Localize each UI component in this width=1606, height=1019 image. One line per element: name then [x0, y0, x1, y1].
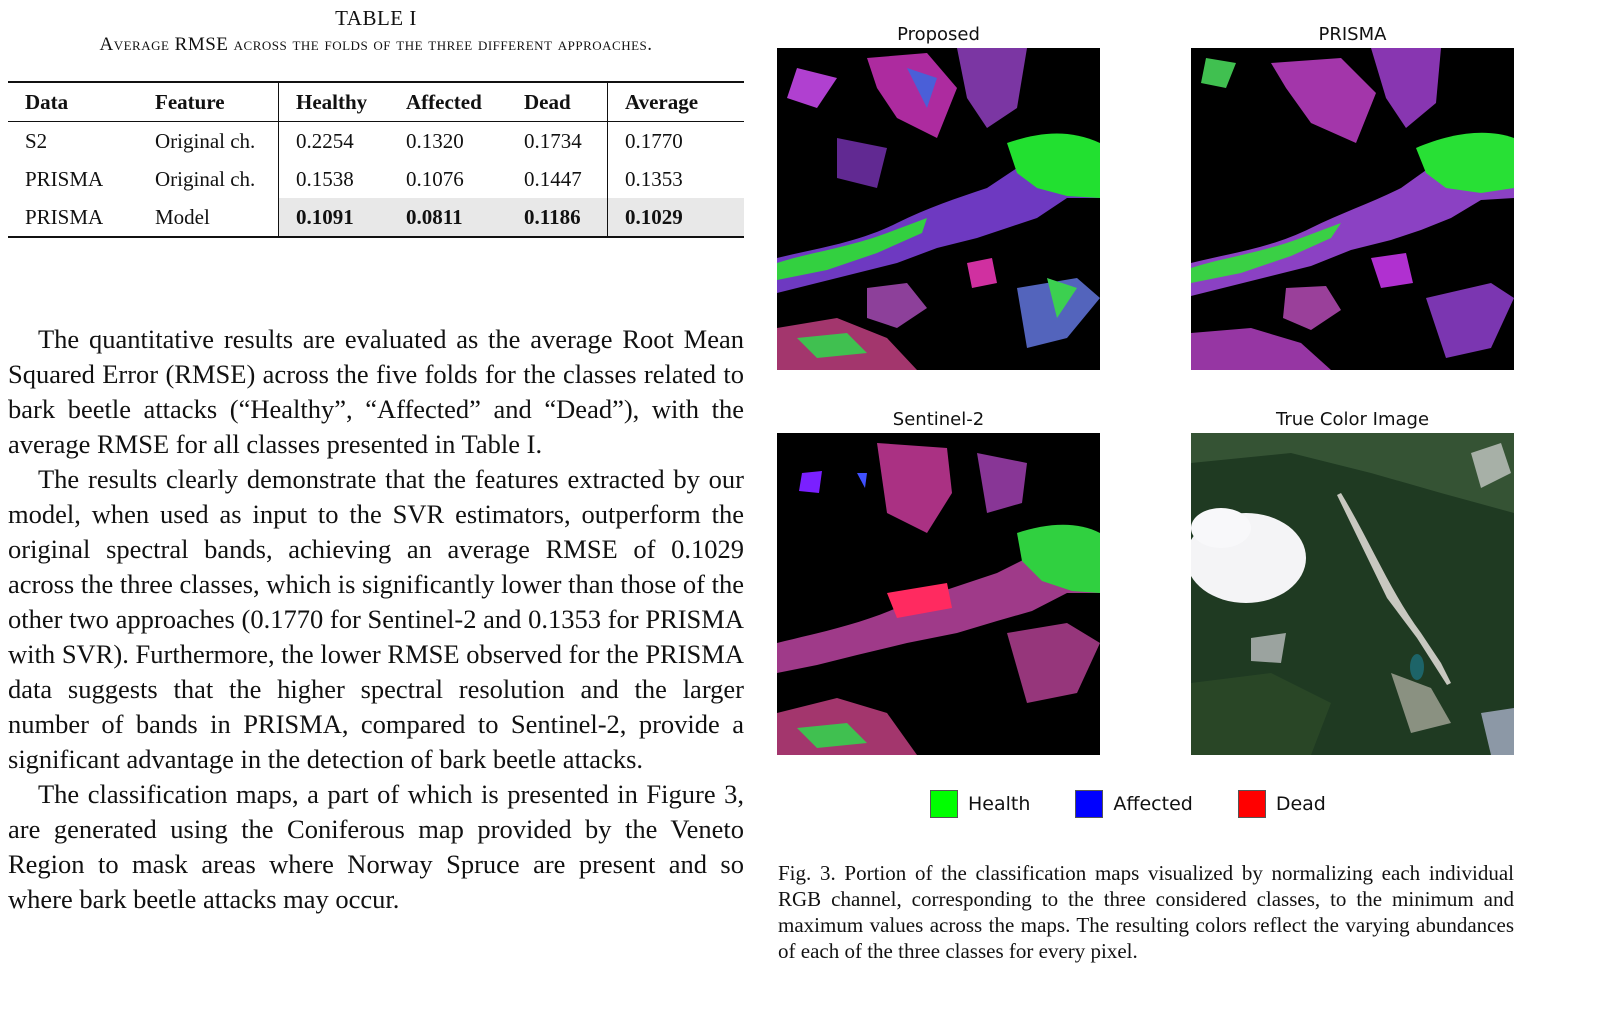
table-cell: 0.2254 — [279, 122, 390, 161]
table-cell: 0.1770 — [608, 122, 745, 161]
figure-legend — [930, 790, 1371, 818]
prisma-map-image — [1191, 48, 1514, 370]
table-cell: 0.1320 — [406, 128, 464, 153]
panel-title: Sentinel-2 — [892, 409, 985, 430]
col-header-average: Average — [608, 82, 745, 122]
panel-prisma — [1191, 24, 1514, 370]
legend-swatch-health — [930, 790, 958, 818]
legend-item-dead — [1238, 790, 1326, 818]
table-cell: 0.1447 — [524, 166, 582, 191]
table-cell-best: 0.0811 — [389, 198, 507, 237]
table-row — [8, 160, 744, 198]
table-row-best — [8, 198, 744, 237]
legend-label: Affected — [1113, 793, 1193, 815]
table-section — [8, 4, 744, 238]
proposed-map-image — [777, 48, 1100, 370]
legend-label: Dead — [1275, 793, 1326, 815]
table-cell: PRISMA — [25, 166, 104, 191]
table-cell: 0.1353 — [608, 160, 745, 198]
rmse-table — [8, 81, 744, 238]
table-label: TABLE I — [335, 6, 417, 30]
panel-true-color — [1191, 409, 1514, 755]
table-cell-best: 0.1186 — [507, 198, 608, 237]
table-row — [8, 122, 744, 161]
col-header-dead: Dead — [507, 82, 608, 122]
table-cell-best: 0.1091 — [279, 198, 390, 237]
table-cell: Original ch. — [155, 128, 256, 153]
table-caption — [8, 4, 744, 58]
legend-swatch-dead — [1238, 790, 1266, 818]
legend-item-health — [930, 790, 1030, 818]
paragraph: The results clearly demonstrate that the features extracted by our model, when used as input to the SVR estimators, outperform the original spectral bands, achieving an average RMSE of 0.1029 across the three classes, which is significantly lower than those of the other two approaches (0.1770 for Sentinel-2 and 0.1353 for PRISMA with SVR). Furthermore, the lower RMSE observed for the PRISMA data suggests that the higher spectral resolution and the larger number of bands in PRISMA, compared to Sentinel-2, provide a significant advantage in the detection of bark beetle attacks. — [8, 464, 744, 774]
body-text — [8, 322, 744, 917]
table-cell: 0.1734 — [524, 128, 582, 153]
table-cell: Model — [155, 204, 210, 229]
legend-swatch-affected — [1075, 790, 1103, 818]
paragraph: The quantitative results are evaluated as the average Root Mean Squared Error (RMSE) across the five folds for the classes related to bark beetle attacks (“Healthy”, “Affected” and “Dead”), with the average RMSE for all classes presented in Table I. — [8, 324, 744, 459]
paragraph: The classification maps, a part of which is presented in Figure 3, are generated using the Coniferous map provided by the Veneto Region to mask areas where Norway Spruce are present and so where bark beetle attacks may occur. — [8, 779, 744, 914]
table-cell-best: 0.1029 — [608, 198, 745, 237]
panel-title: PRISMA — [1318, 24, 1387, 45]
true-color-image — [1191, 433, 1514, 755]
table-title: Average RMSE across the folds of the three different approaches. — [99, 34, 653, 55]
table-header-row — [8, 82, 744, 122]
legend-item-affected — [1075, 790, 1192, 818]
panel-proposed — [777, 24, 1100, 370]
table-cell: S2 — [25, 128, 48, 153]
legend-label: Health — [968, 793, 1031, 815]
table-cell: PRISMA — [25, 204, 104, 229]
panel-title: True Color Image — [1275, 409, 1430, 430]
sentinel2-map-image — [777, 433, 1100, 755]
table-cell: 0.1076 — [406, 166, 464, 191]
col-header-data: Data — [8, 82, 138, 122]
col-header-affected: Affected — [389, 82, 507, 122]
figure-caption: Fig. 3. Portion of the classification maps visualized by normalizing each individual RGB channel, corresponding to the three considered classes, to the minimum and maximum values across the maps. The resulting colors reflect the varying abundances of each of the three classes for every pixel. — [778, 861, 1514, 963]
table-cell: 0.1538 — [279, 160, 390, 198]
panel-sentinel2 — [777, 409, 1100, 755]
col-header-feature: Feature — [138, 82, 279, 122]
panel-title: Proposed — [897, 24, 980, 45]
col-header-healthy: Healthy — [279, 82, 390, 122]
table-cell: Original ch. — [155, 166, 256, 191]
